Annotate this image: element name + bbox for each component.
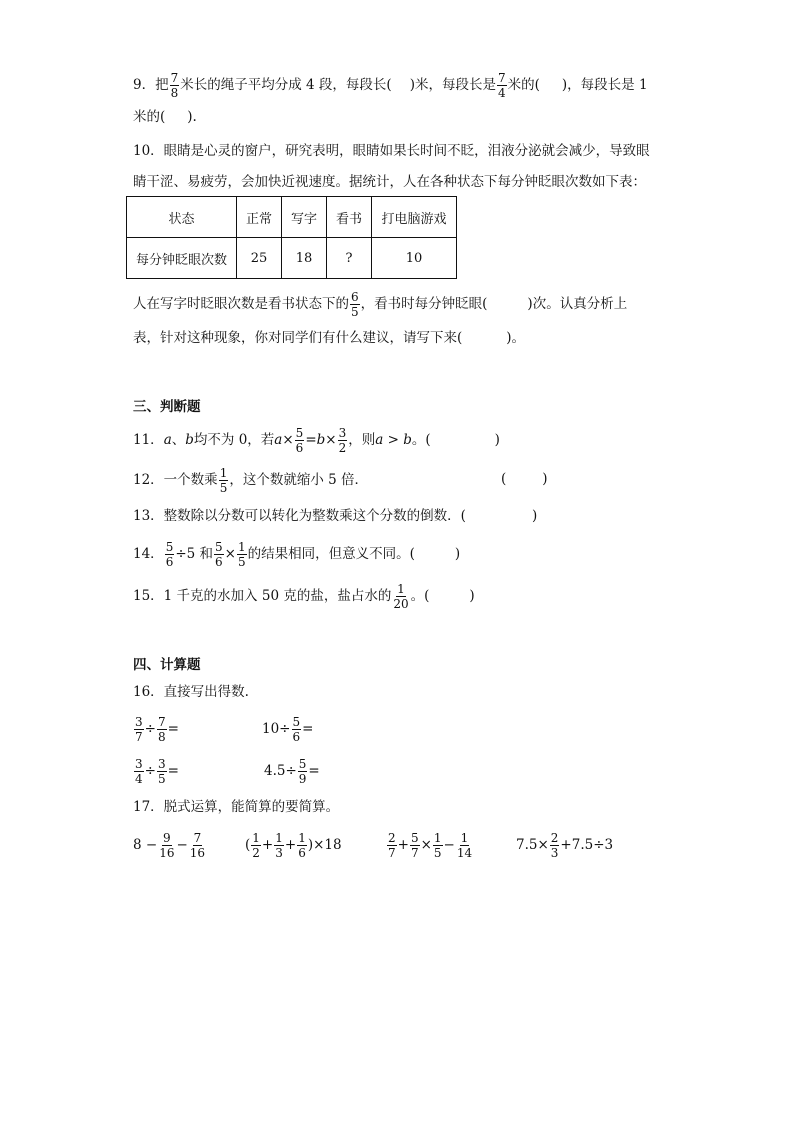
q17-expr-2: ( $\frac{1}{2}$ + $\frac{1}{3}$ + $\frac{1}{6}$ )×18 (245, 831, 342, 860)
q12-answer-paren: ( ) (501, 471, 548, 487)
q15: 15．1 千克的水加入 50 克的盐，盐占水的 $\frac{1}{20}$ 。( ) (133, 582, 475, 611)
fraction: $\frac{5}{6}$ (165, 540, 174, 569)
fraction: $\frac{3}{2}$ (338, 426, 347, 455)
q16-expr-4: 4.5÷ $\frac{5}{9}$ = (264, 757, 320, 786)
q17-title: 17．脱式运算，能简算的要简算。 (133, 799, 340, 815)
fraction: $\frac{5}{6}$ (215, 540, 223, 569)
table-cell: 25 (237, 238, 282, 279)
q10-after-line1: 人在写字时眨眼次数是看书状态下的 $\frac{6}{5}$ ，看书时每分钟眨眼( )次。认真分析上 (133, 290, 628, 319)
fraction: $\frac{7}{4}$ (497, 71, 506, 100)
table-header: 看书 (327, 197, 372, 238)
q10-line2: 睛干涩、易疲劳，会加快近视速度。据统计，人在各种状态下每分钟眨眼次数如下表： (133, 174, 646, 190)
table-header: 状态 (127, 197, 237, 238)
q16-title: 16．直接写出得数. (133, 684, 249, 700)
section3-title: 三、判断题 (133, 399, 201, 415)
q10-after-line2: 表，针对这种现象，你对同学们有什么建议，请写下来( )。 (133, 330, 526, 346)
table-header: 正常 (237, 197, 282, 238)
blink-rate-table (126, 196, 457, 279)
q17-expr-1: 8 − $\frac{9}{16}$ − $\frac{7}{16}$ (133, 831, 206, 860)
table-header: 写字 (282, 197, 327, 238)
table-cell: 18 (282, 238, 327, 279)
table-cell: 10 (372, 238, 457, 279)
q10-line1: 10．眼睛是心灵的窗户，研究表明，眼睛如果长时间不眨，泪液分泌就会减少，导致眼 (133, 143, 650, 159)
q14: 14． $\frac{5}{6}$ ÷5 和 $\frac{5}{6}$ × $\frac{1}{5}$ 的结果相同，但意义不同。( ) (133, 540, 461, 569)
table-header: 打电脑游戏 (372, 197, 457, 238)
table-row (127, 238, 457, 279)
q17-expr-3: $\frac{2}{7}$ + $\frac{5}{7}$ × $\frac{1}{5}$ − $\frac{1}{14}$ (388, 831, 473, 860)
table-header-row (127, 197, 457, 238)
section4-title: 四、计算题 (133, 657, 201, 673)
fraction: $\frac{7}{8}$ (170, 71, 179, 100)
q17-expr-4: 7.5× $\frac{2}{3}$ +7.5÷3 (516, 831, 614, 860)
q12: 12．一个数乘 $\frac{1}{5}$ ，这个数就缩小 5 倍． (133, 466, 368, 495)
fraction: $\frac{1}{20}$ (393, 582, 409, 611)
fraction: $\frac{5}{6}$ (295, 426, 304, 455)
q16-expr-2: 10÷ $\frac{5}{6}$ = (262, 715, 314, 744)
q11: 11．a、b均不为 0，若a× $\frac{5}{6}$ =b× $\frac{3}{2}$ ，则a > b。( ) (133, 426, 500, 455)
table-cell: ? (327, 238, 372, 279)
table-cell: 每分钟眨眼次数 (127, 238, 237, 279)
fraction: $\frac{1}{5}$ (237, 540, 246, 569)
q16-expr-3: $\frac{3}{4}$ ÷ $\frac{3}{5}$ = (135, 757, 179, 786)
fraction: $\frac{1}{5}$ (219, 466, 228, 495)
q9-line2: 米的( ). (133, 109, 197, 125)
q9-line1: 9．把 $\frac{7}{8}$ 米长的绳子平均分成 4 段，每段长( )米，每段长是 $\frac{7}{4}$ 米的( )，每段长是 1 (133, 71, 648, 100)
q13: 13．整数除以分数可以转化为整数乘这个分数的倒数．( ) (133, 508, 538, 524)
q16-expr-1: $\frac{3}{7}$ ÷ $\frac{7}{8}$ = (135, 715, 179, 744)
fraction: $\frac{6}{5}$ (351, 290, 359, 319)
